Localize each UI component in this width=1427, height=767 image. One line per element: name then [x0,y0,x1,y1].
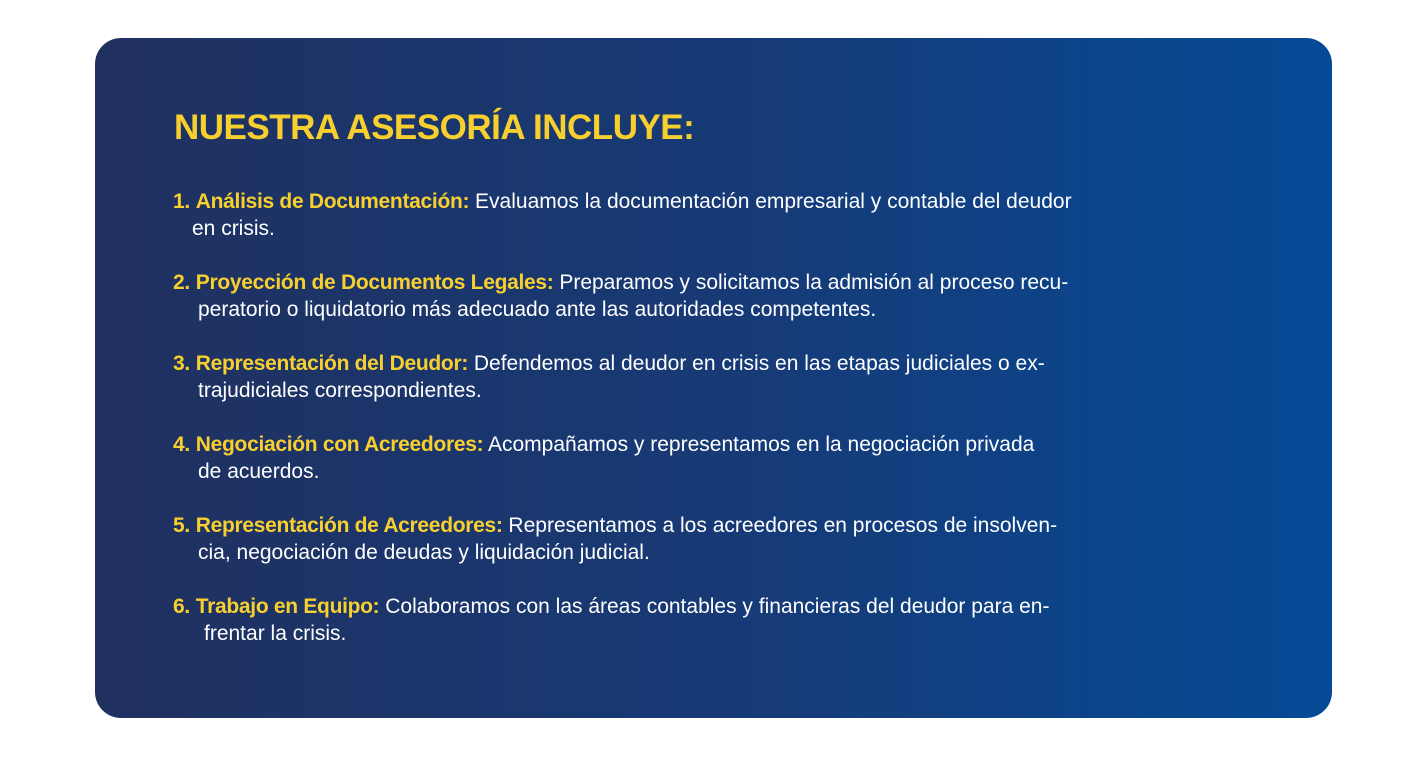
service-item-documentation [173,188,1263,242]
service-item-description: Representamos a los acreedores en procesos de insolven- [508,514,1058,537]
service-item-first-line [173,350,1263,377]
service-item-label: Representación de Acreedores: [195,514,503,537]
service-item-description-continued: peratorio o liquidatorio más adecuado ante las autoridades competentes. [198,298,877,321]
service-item-label: Proyección de Documentos Legales: [195,271,554,294]
service-item-label: Análisis de Documentación: [195,190,470,213]
service-item-label: Negociación con Acreedores: [195,433,484,456]
service-item-legal-documents [173,269,1263,323]
service-item-number: 5. [173,514,190,537]
service-item-debtor-representation [173,350,1263,404]
service-item-first-line [173,593,1263,620]
service-item-label: Trabajo en Equipo: [195,595,380,618]
service-item-first-line [173,269,1263,296]
service-item-label: Representación del Deudor: [195,352,469,375]
service-item-description: Preparamos y solicitamos la admisión al proceso recu- [559,271,1069,294]
service-item-description: Defendemos al deudor en crisis en las etapas judiciales o ex- [473,352,1045,375]
services-card [95,38,1332,718]
service-item-description-continued: de acuerdos. [198,460,320,483]
service-item-creditor-representation [173,512,1263,566]
service-item-description-continued: trajudiciales correspondientes. [198,379,482,402]
service-item-description-continued: cia, negociación de deudas y liquidación judicial. [198,541,650,564]
service-item-number: 6. [173,595,190,618]
service-item-description: Acompañamos y representamos en la negociación privada [488,433,1035,456]
service-item-number: 1. [173,190,190,213]
service-item-number: 2. [173,271,190,294]
service-item-number: 3. [173,352,190,375]
service-item-creditor-negotiation [173,431,1263,485]
service-item-description: Evaluamos la documentación empresarial y contable del deudor [475,190,1072,213]
service-item-description-continued: frentar la crisis. [204,622,347,645]
service-item-first-line [173,431,1263,458]
service-item-description-continued: en crisis. [192,217,275,240]
service-item-first-line [173,512,1263,539]
service-item-first-line [173,188,1263,215]
section-title: NUESTRA ASESORÍA INCLUYE: [174,108,695,147]
service-item-description: Colaboramos con las áreas contables y financieras del deudor para en- [385,595,1050,618]
service-item-teamwork [173,593,1263,647]
service-item-number: 4. [173,433,190,456]
